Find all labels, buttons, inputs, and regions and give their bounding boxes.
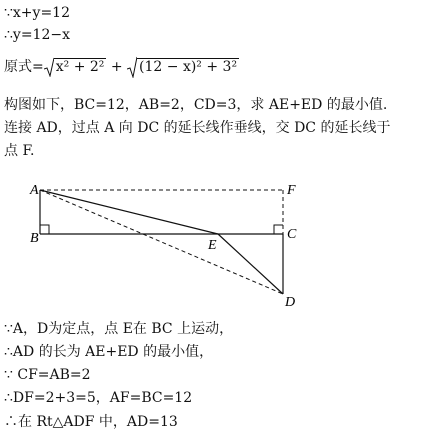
radical-sign-icon (127, 56, 137, 78)
text-given-sum: ∵x+y=12 (4, 5, 70, 21)
line-fixed-points (4, 320, 233, 338)
geometry-diagram (0, 172, 438, 322)
right-angle-b (40, 225, 49, 234)
text-construction: 构图如下，BC=12，AB=2，CD=3，求 AE+ED 的最小值. (4, 97, 388, 113)
right-angle-c (274, 225, 283, 234)
line-df-af (4, 389, 192, 407)
text-ad-result: ∴在 Rt△ADF 中，AD=13 (4, 414, 178, 430)
label-b: B (30, 231, 39, 246)
line-connect-ad (4, 119, 390, 137)
segment-ed (218, 234, 283, 294)
text-fixed-points: ∵A，D为定点，点 E在 BC 上运动， (4, 321, 234, 337)
sqrt-term-1 (44, 57, 107, 77)
segment-ad-dashed (40, 190, 283, 294)
line-point-f (4, 142, 34, 160)
sqrt-term-2 (127, 56, 239, 78)
label-a: A (30, 183, 39, 198)
line-y-expression (4, 26, 70, 44)
text-connect-ad: 连接 AD，过点 A 向 DC 的延长线作垂线，交 DC 的延长线于 (4, 120, 391, 136)
text-y-expression: ∴y=12−x (4, 27, 70, 43)
text-cf-ab: ∵ CF=AB=2 (4, 367, 91, 383)
label-c: C (287, 227, 297, 242)
sqrt-term-2-content: (12 − x)² + 3² (139, 59, 238, 75)
text-original-prefix: 原式= (4, 59, 44, 75)
sqrt-term-1-content: x² + 2² (55, 59, 105, 75)
label-d: D (285, 295, 296, 310)
line-ad-result (4, 413, 178, 431)
line-original-expression (4, 56, 239, 78)
line-min-value (4, 343, 213, 361)
text-plus: + (106, 59, 128, 75)
text-min-value: ∴AD 的长为 AE+ED 的最小值， (4, 344, 214, 360)
line-given-sum (4, 4, 70, 22)
label-f: F (287, 183, 296, 198)
label-e: E (208, 238, 217, 253)
line-cf-ab (4, 366, 91, 384)
text-point-f: 点 F. (4, 143, 35, 159)
line-construction (4, 96, 387, 114)
radical-sign-icon (44, 57, 54, 77)
text-df-af: ∴DF=2+3=5，AF=BC=12 (4, 390, 193, 406)
segment-ae (40, 190, 218, 234)
